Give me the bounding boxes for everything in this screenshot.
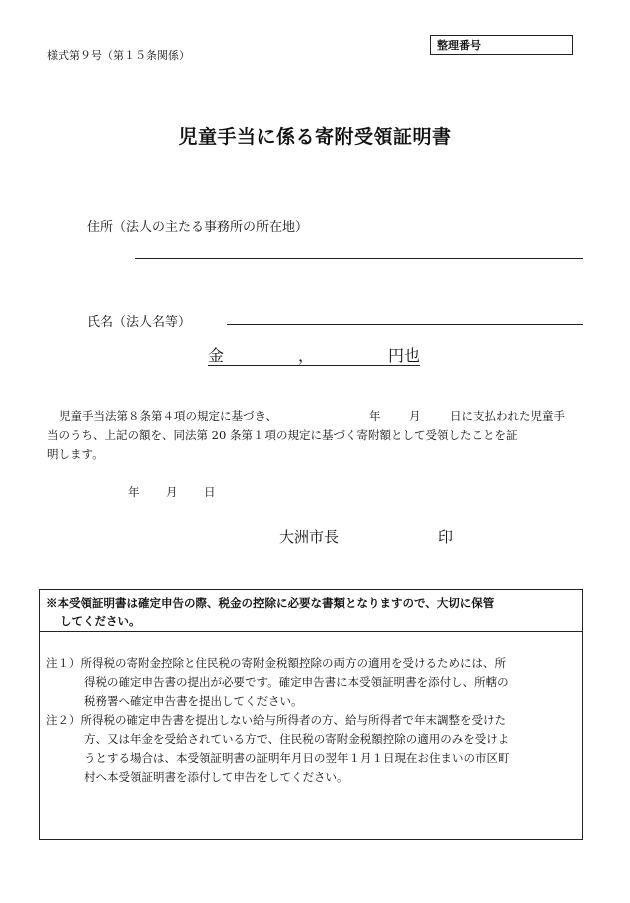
notice-heading bbox=[40, 590, 582, 632]
body-month: 月 bbox=[409, 409, 421, 423]
date-month: 月 bbox=[166, 485, 178, 499]
amount-separator: ， bbox=[298, 346, 315, 365]
notice-line-1: ※本受領証明書は確定申告の際、税金の控除に必要な書類となりますので、大切に保管 bbox=[46, 596, 495, 610]
name-field-line[interactable] bbox=[227, 324, 583, 325]
note-2-line-1: 注２）所得税の確定申告書を提出しない給与所得者の方、給与所得者で年末調整を受けた bbox=[46, 713, 506, 727]
body-line-1 bbox=[47, 407, 583, 426]
note-1-line-2: 得税の確定申告書の提出が必要です。確定申告書に本受領証明書を添付し、所轄の bbox=[84, 675, 509, 689]
amount-prefix: 金 bbox=[208, 346, 225, 365]
address-field-line[interactable] bbox=[135, 258, 583, 259]
certification-text bbox=[47, 407, 583, 464]
note-1-line-1: 注１）所得税の寄附金控除と住民税の寄附金税額控除の両方の適用を受けるためには、所 bbox=[46, 656, 506, 670]
body-line-3: 明します。 bbox=[47, 447, 104, 461]
address-label: 住所（法人の主たる事務所の所在地） bbox=[87, 220, 309, 235]
body-year: 年 bbox=[369, 409, 381, 423]
note-2-line-4: 村へ本受領証明書を添付して申告をしてください。 bbox=[84, 770, 349, 784]
notice-box bbox=[39, 589, 583, 840]
note-2-line-3: うとする場合は、本受領証明書の証明年月日の翌年１月１日現在お住まいの市区町 bbox=[84, 751, 510, 765]
seiri-number-box: 整理番号 bbox=[430, 35, 573, 55]
date-year: 年 bbox=[128, 485, 140, 499]
name-label: 氏名（法人名等） bbox=[87, 315, 192, 330]
date-day: 日 bbox=[204, 485, 216, 499]
note-2-line-2: 方、又は年金を受給されている方で、住民税の寄附金税額控除の適用のみを受けよ bbox=[84, 732, 510, 746]
body-line-2: 当のうち、上記の額を、同法第 20 条第１項の規定に基づく寄附額として受領したことを証 bbox=[47, 428, 518, 442]
seal-mark: 印 bbox=[438, 528, 454, 546]
issuer-mayor: 大洲市長 bbox=[279, 528, 340, 546]
page-title: 児童手当に係る寄附受領証明書 bbox=[178, 126, 452, 148]
amount-suffix: 円也 bbox=[387, 346, 420, 365]
body-line-1-text: 児童手当法第８条第４項の規定に基づき、 bbox=[59, 409, 278, 423]
body-line-1-tail: 日に支払われた児童手 bbox=[450, 409, 565, 423]
amount-field[interactable] bbox=[208, 343, 420, 366]
note-1-line-3: 税務署へ確定申告書を提出してください。 bbox=[84, 694, 303, 708]
form-number: 様式第９号（第１５条関係） bbox=[47, 49, 190, 62]
notice-line-2: してください。 bbox=[60, 614, 141, 628]
